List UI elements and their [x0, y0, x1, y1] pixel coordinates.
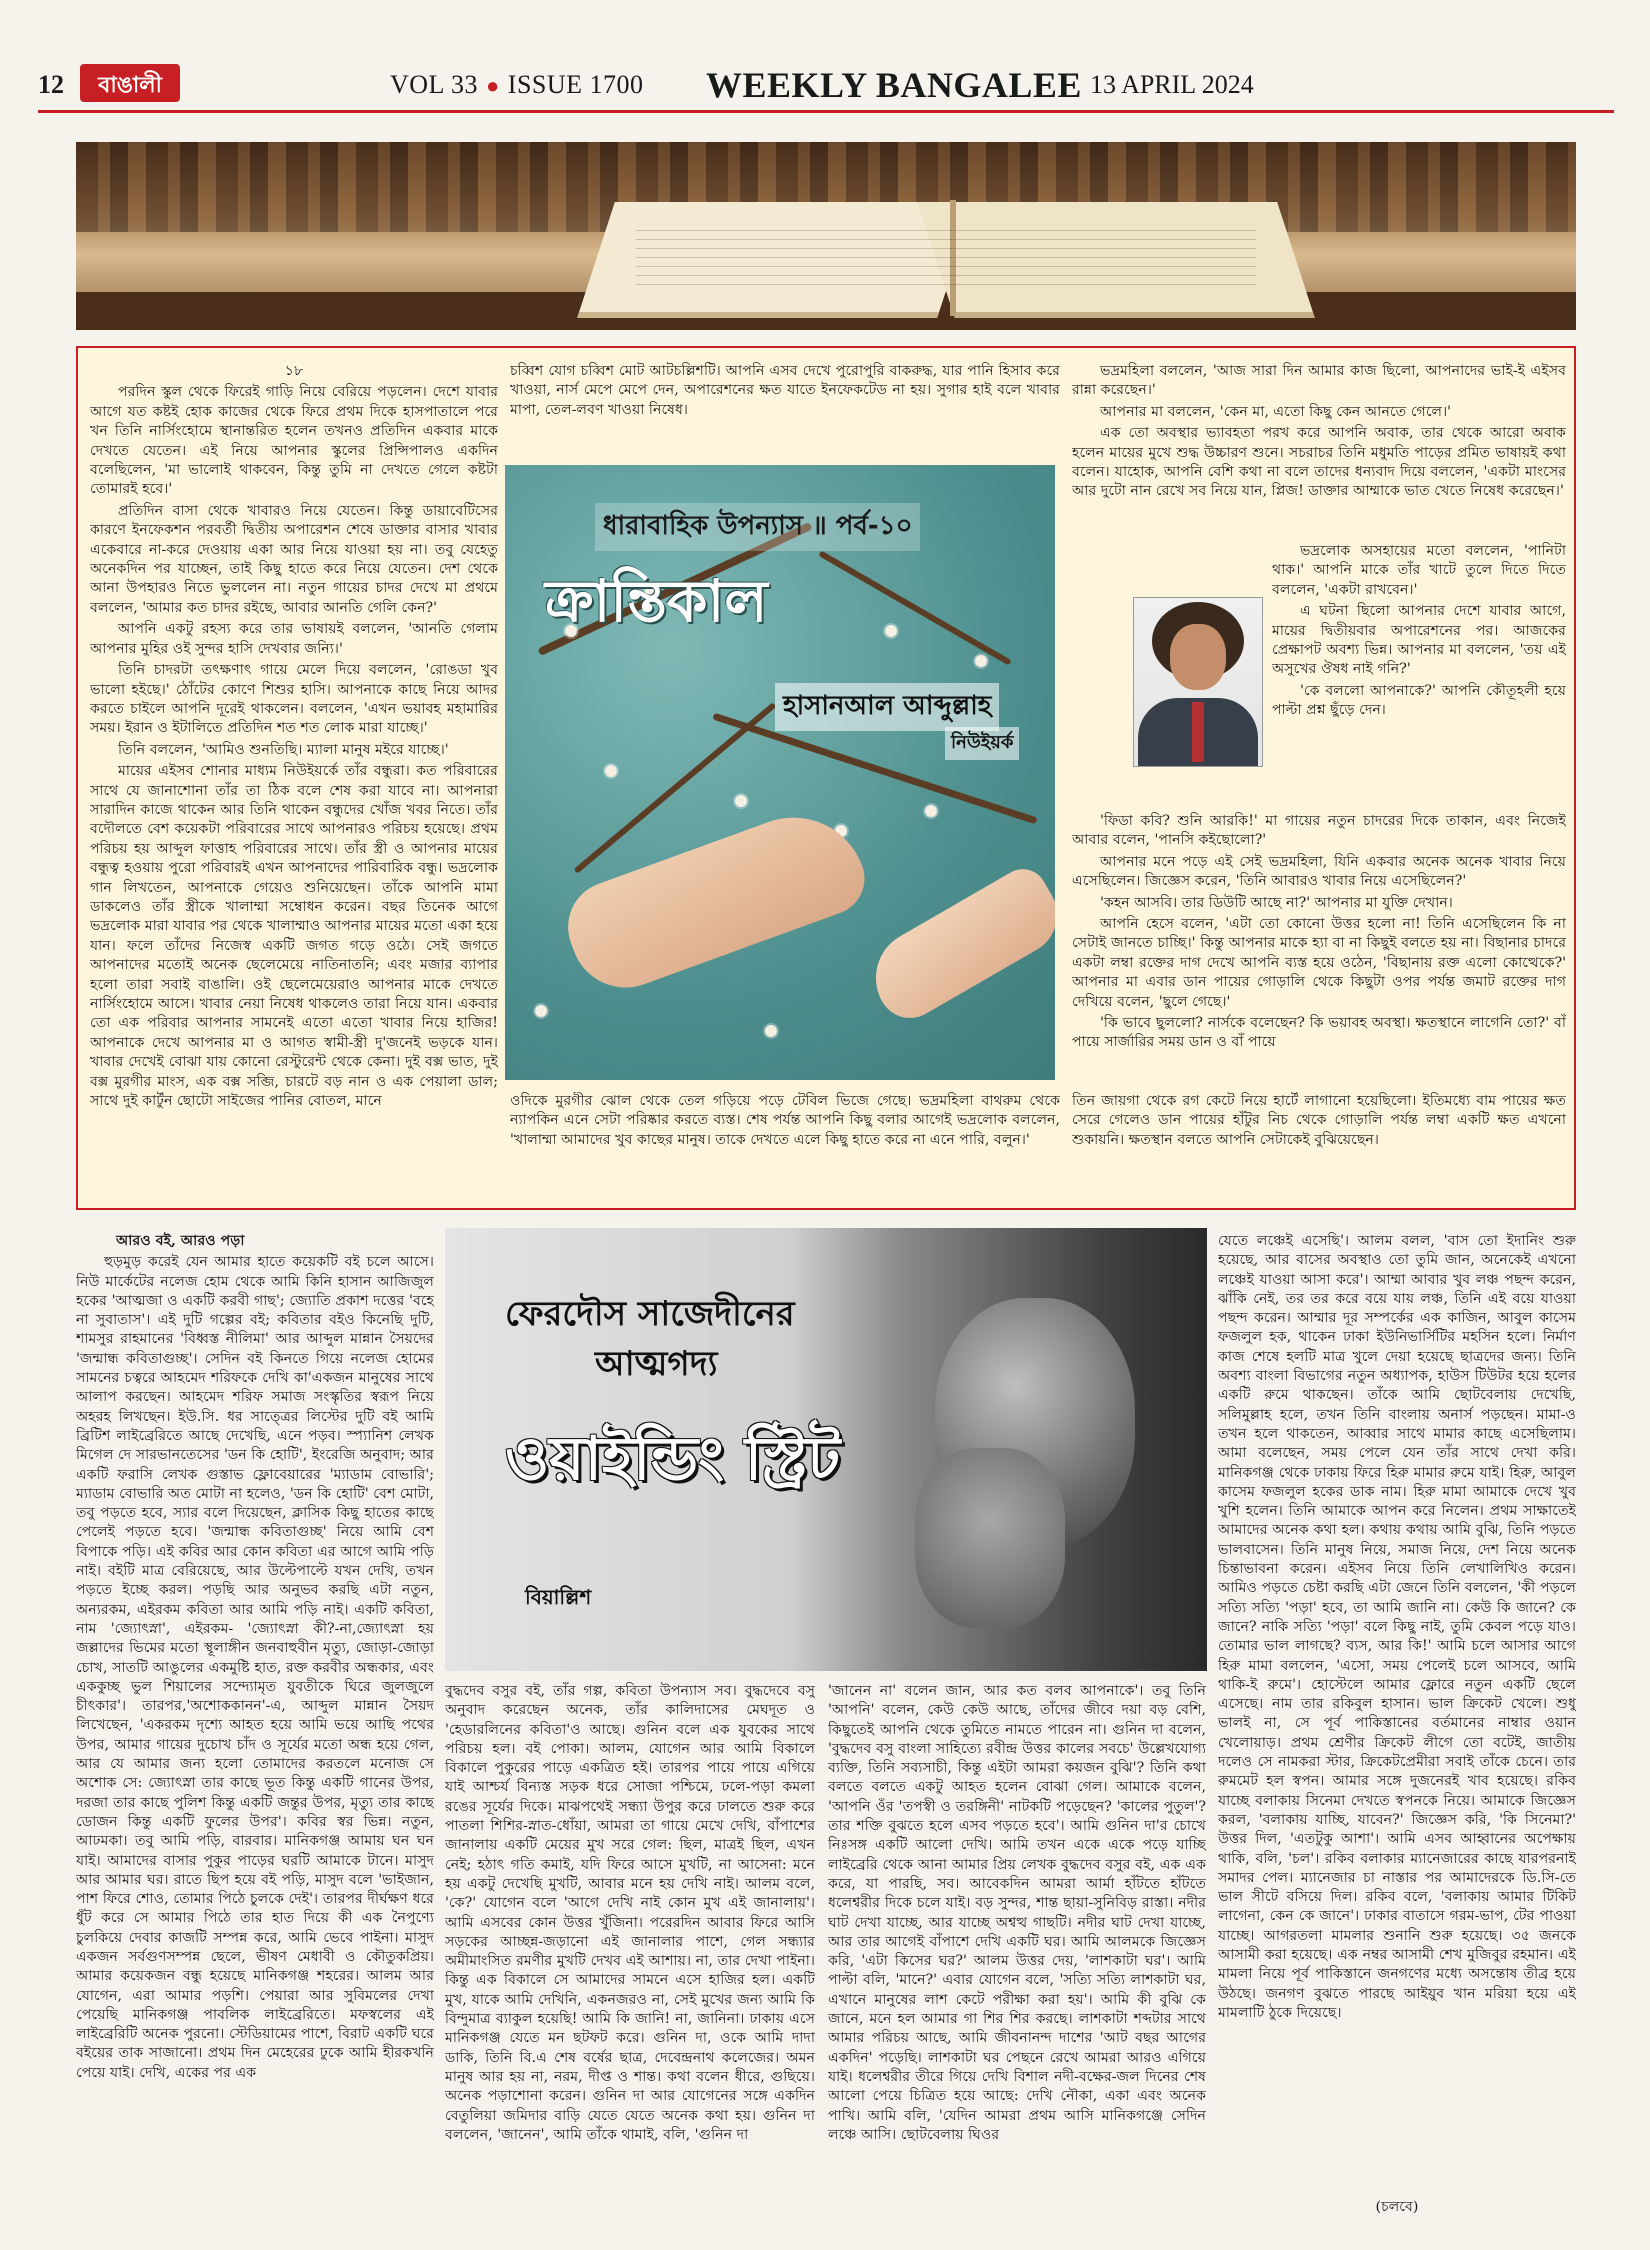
novel-c3-p1: আপনার মা বললেন, 'কেন মা, এতো কিছু কেন আনতে গেলে।': [1100, 403, 1452, 420]
blossom: [535, 1005, 547, 1017]
novel-author: হাসানআল আব্দুল্লাহ: [775, 683, 999, 731]
memoir-title: ওয়াইন্ডিং স্ট্রিট: [505, 1424, 841, 1494]
novel-column-2-top: [510, 362, 1060, 462]
novel-c3-p10: 'কি ভাবে ছুললো? নার্সকে বলেছেন? কি ভয়াবহ অবস্থা। ক্ষতস্থানে লাগেনি তো?' বাঁ পায়ে সার্জারির সময় ডান ও বাঁ পায়ে: [1072, 1015, 1566, 1051]
novel-column-3-middle: [1072, 812, 1566, 1092]
novel-column-3-bottom: [1072, 1092, 1566, 1202]
continued-note: [1218, 2198, 1576, 2220]
novel-c2-top: চব্বিশ যোগ চব্বিশ মোট আটচল্লিশটি। আপনি এসব দেখে পুরোপুরি বাকরুদ্ধ, যার পানি হিসাব করে খাওয়া, নার্স মেপে মেপে দেন, অপারেশনের ক্ষত যাতে ইনফেকটেড না হয়। সুগার হাই বলে খাবার মাপা, তেল-লবণ খাওয়া নিষেধ।: [510, 363, 1060, 418]
page-number: 12: [38, 70, 64, 99]
novel-column-3-top: [1072, 362, 1566, 542]
blossom: [975, 655, 987, 667]
novel-c1-p5: তিনি বললেন, 'আমিও শুনতিছি। ম্যালা মানুষ মইরে যাচ্ছে।': [118, 741, 449, 758]
memoir-c2-text: বুদ্ধদেব বসুর বই, তাঁর গল্প, কবিতা উপন্যাস সব। বুদ্ধদেবে বসু অনুবাদ করেছেন অনেক, তাঁর কালিদাসের মেঘদূত ও 'হেডারলিনের কবিতা'ও আছে। গুনিন বলে এক যুবকের সাথে পরিচয় হল। বই পোকা। আলম, যোগেন আর আমি বিকালে বিকালে পুকুরের পাড়ে একত্রিত হই। তারপর পায়ে পায়ে এগিয়ে যাই আশ্চর্য বিন্যস্ত সড়ক ধরে সোজা পশ্চিমে, ঢলে-পড়া কমলা রঙের সূর্যের দিকে। মাঝপথেই সন্ধ্যা উপুর করে ঢালতে শুরু করে পাতলা শিশির-স্নাত-ধোঁয়া, আমরা তা গায়ে মেখে দেখি, বাঁপাশের জানালায় একটি মেয়ের মুখ সরে গেল: ছিল, মাত্রই ছিল, এখন নেই; হঠাৎ গতি কমাই, যদি ফিরে আসে মুখটি, না আসেনা: মনে হয় একটু দেখেছি মুখটি, আবার মনে হয় দেখি নাই। আলম বলে, 'কে?' যোগেন বলে 'আগে দেখি নাই কোন মুখ এই জানালায়'। আমি এসবের কোন উত্তর খুঁজিনা। পরেরদিন আবার ফিরে আসি সড়কের আচ্ছন্ন-জড়ানো এই জানালার পাশে, গেল সন্ধ্যার অমীমাংসিত রমণীর মুখটি দেখব এই আশায়। না, তার দেখা পাইনা। কিন্তু এক বিকালে সে আমাদের সামনে এসে হাজির হল। একটি মুখ, যাকে আমি দেখিনি, একনজরও না, সেই মুখের জন্য আমি কি বিন্দুমাত্র ব্যাকুল হয়েছি! আমি কি জানি! না, জানিনা। ঢাকায় এসে মানিকগঞ্জ যেতে মন ছটফট করে। গুনিন দা, ওকে আমি দাদা ডাকি, তিনি বি.এ শেষ বর্ষের ছাত্র, দেবেন্দ্রনাথ কলেজের। অমন মানুষ আর হয় না, নরম, দীপ্ত ও শান্ত। কথা বলেন ধীরে, গুছিয়ে। অনেক পড়াশোনা করেন। গুনিন দা আর যোগেনের সঙ্গে একদিন বেতুলিয়া জমিদার বাড়ি যেতে যেতে অনেক কথা হয়। গুনিন দা বললেন, 'জানেন', আমি তাঁকে থামাই, বলি, 'গুনিন দা: [445, 1683, 815, 2143]
novel-c3-p7: আপনার মনে পড়ে এই সেই ভদ্রমহিলা, যিনি একবার অনেক অনেক খাবার নিয়ে এসেছিলেন। জিজ্ঞেস করেন, 'তিনি আবারও খাবার নিয়ে এসেছিলেন?': [1072, 853, 1566, 890]
novel-series-label: ধারাবাহিক উপন্যাস ॥ পর্ব-১০: [595, 503, 920, 551]
bullet-icon: ●: [485, 73, 500, 98]
novel-c3-p6: 'ফিডা কবি? শুনি আরকি!' মা গায়ের নতুন চাদরের দিকে তাকান, এবং নিজেই আবার বলেন, 'পানসি কইছোলো?': [1072, 813, 1566, 849]
memoir-subhead: আরও বই, আরও পড়া: [116, 1233, 245, 1249]
memoir-part: বিয়াল্লিশ: [525, 1585, 592, 1609]
memoir-column-3: [828, 1682, 1206, 2220]
continued-label: (চলবে): [1375, 2199, 1419, 2215]
memoir-c3-text: 'জানেন না' বলেন জান, আর কত বলব আপনাকে'। তবু তিনি 'আপনি' বলেন, কেউ কেউ আছে, তাঁদের জীবে দয়া বড় বেশি, কিছুতেই আপনি থেকে তুমিতে নামতে পারেন না। গুনিন দা বলেন, 'বুদ্ধদেব বসু বাংলা সাহিত্যে রবীন্দ্র উত্তর কালের সবচে' উল্লেখযোগ্য ব্যক্তি, তিনি সব্যসাচী, কিন্তু এইটা আমরা কয়জন বুঝি'? তিনি কথা বলতে বলতে একটু আহত হলেন বোঝা গেল। আমাকে বলেন, 'আপনি ওঁর 'তপস্বী ও তরঙ্গিনী' নাটকটি পড়েছেন? 'কালের পুতুল'? তার শক্তি বুঝতে হলে এসব পড়তে হবে'। আমি গুনিন দা'র চোখে নিঃসঙ্গ একটি আলো দেখি। আমি তখন একে একে পড়ে যাচ্ছি লাইব্রেরি থেকে আনা আমার প্রিয় লেখক বুদ্ধদেব বসুর বই, এক এক করে, যা পারছি, সব। আবেকদিন আমরা আর্মা হাঁটতে হাঁটতে ধলেশ্বরীর দিকে চলে যাই। বড় সুন্দর, শান্ত ছায়া-সুনিবিড় রাস্তা। নদীর ঘাট দেখা যাচ্ছে, আর যাচ্ছে অশ্বত্থ গাছটি। নদীর ঘাট দেখা যাচ্ছে, আর তার আগেই বাঁপাশে দেখি একটি ঘর। আমি আলমকে জিজ্ঞেস করি, 'এটা কিসের ঘর?' আলম উত্তর দেয়, 'লাশকাটা ঘর'। আমি পাল্টা বলি, 'মানে?' এবার যোগেন বলে, 'সত্যি সত্যি লাশকাটা ঘর, এখানে মানুষের লাশ কেটে পরীক্ষা করা হয়'। আমি কী বুঝি কে জানে, মনে হল আমার গা শির শির করছে। লাশকাটা শব্দটার সাথে আমার পরিচয় আছে, আমি জীবনানন্দ দাশের 'আট বছর আগের একদিন' পড়েছি। লাশকাটা ঘর পেছনে রেখে আমরা আরও এগিয়ে যাই। ধলেশ্বরীর তীরে গিয়ে দেখি বিশাল নদী-বক্ষের-জল দিনের শেষ আলো পেয়ে চিত্রিত হয়ে আছে: দেখি নৌকা, একা এবং অনেক পাখি। আমি বলি, 'যেদিন আমরা প্রথম আসি মানিকগঞ্জে সেদিন লঞ্চে আসি। ছোটবেলায় ঘিওর: [828, 1683, 1206, 2143]
book-text-lines: [636, 222, 1256, 292]
memoir-column-1: [76, 1232, 434, 2220]
blossom: [925, 805, 937, 817]
memoir-column-4: [1218, 1232, 1576, 2200]
memoir-feature-image: [445, 1228, 1207, 1671]
novel-cover-illustration: [505, 465, 1055, 1080]
newspaper-logo: [80, 58, 180, 106]
blossom: [605, 765, 617, 777]
memoir-c1-text: হুড়মুড় করেই যেন আমার হাতে কয়েকটি বই চলে আসে। নিউ মার্কেটের নলেজ হোম থেকে আমি কিনি হাসান আজিজুল হকের 'আত্মজা ও একটি করবী গাছ'; জ্যোতি প্রকাশ দত্তের 'বহে না সুবাতাস'। এই দুটি গল্পের বই; কবিতার বইও কিনেছি দুটি, শামসুর রাহমানের 'বিধ্বস্ত নীলিমা' আর আব্দুল মান্নান সৈয়দের 'জন্মান্ধ কবিতাগুচ্ছ'। সেদিন বই কিনতে গিয়ে নলেজ হোমের সামনের চত্বরে আহমেদ শরিফকে দেখি কা'একজন মানুষের সাথে আলাপ করছেন। আহমেদ শরিফ সমাজ সংস্কৃতির স্বরূপ নিয়ে অহরহ লিখছেন। ইউ.সি. ধর সাত্ত্রের লিস্টের দুটি বই আমি ব্রিটিশ লাইব্রেরিতে আছে দেখেছি, এনে পড়ব। স্প্যানিশ লেখক মিগেল দে সারভানতেসের 'ডন কি হোটি', ইংরেজি অনুবাদ; আর একটি ফরাসি লেখক গুস্তাভ ফ্লোবেয়ারের 'ম্যাডাম বোভারি'; ম্যাডাম বোভারি অত মোটা না হলেও, 'ডন কি হোটি' বেশ মোটা, তবু পড়তে হবে, স্যার বলে দিয়েছেন, ক্লাসিক কিছু হাতের কাছে পেলেই পড়তে হবে। 'জন্মান্ধ কবিতাগুচ্ছ' নিয়ে আমি বেশ বিপাকে পড়ি। এই কবির আর কোন কবিতা এর আগে আমি পড়ি নাই। বইটি মাত্র বেরিয়েছে, আর উল্টেপাল্টে যখন দেখি, তখন পড়তে ইচ্ছে করল। পড়ছি আর অনুভব করছি এটা নতুন, অন্যরকম, এইরকম কবিতা আর আমি পড়ি নাই। একটি কবিতা, নাম 'জ্যোৎস্না', এইরকম- 'জ্যোৎস্না কী?-না,জ্যোৎস্না হয় জল্লাদের ভিমের মতো স্থূলাঙ্গীন জনবাহুবীন মৃত্যু, জোড়া-জোড়া চোখ, সাতটি আঙুলের একমুষ্টি হাত, রক্ত করবীর অন্ধকার, এবং এককুচ্ছ ভুল শিয়ালের সন্দ্যোমৃত যুবতীকে ঘিরে জুলজুলে চীৎকার'। তারপর,'অশোককানন'-এ, আব্দুল মান্নান সৈয়দ লিখেছেন, 'একরকম দৃশ্যে আহত হয়ে আমি ভয়ে আছি পথের উপর, আমার গায়ের দুচোখ চাঁদ ও সূর্যের মতো অন্ধ হয়ে গেল, আর যে আমার জন্য হলো তোমাদের করতলে মনোজ সে অশোক সে: জ্যোৎস্না তার কাছে ভূত কিন্তু একটি গানের উপর, দরজা তার কাছে পুলিশ কিন্তু একটি জন্তুর উপর, মৃত্যু তার কাছে ডোজন কিন্তু একটি ফুলের উপর'। কবির স্বর ভিন্ন। নতুন, আঢমকা। তবু আমি পড়ি, বারবার। মানিকগঞ্জ আমায় ঘন ঘন যাই। আমাদের বাসার পুকুর পাড়ের ঘরটি আমাকে টানে। মাসুদ আর আমার ঘর। রাতে ছিপ হয়ে বই পড়ি, মাসুদ বলে 'ভাইজান, পাশ ফিরে শোও, তোমার পিঠে চুলকে দেই'। তারপর দীর্ঘক্ষণ ধরে ধুঁট করে সে আমার পিঠে তার হাত দিয়ে কী এক নৈপুণ্যে চুলকিয়ে দেবার কাজটি সম্পন্ন করে, আমি ভেবে পাইনা। মাসুদ একজন সর্বগুণসম্পন্ন ছেলে, ভীষণ মেধাবী ও কৌতুকপ্রিয়। আমার কয়েকজন বন্ধু হয়েছে মানিকগঞ্জ শহরের। আলম আর যোগেন, এরা আমার পড়শি। পেয়ারা আর সুবিমলের দেখা পেয়েছি মানিকগঞ্জ পাবলিক লাইব্রেরিতে। মফস্বলের এই লাইব্রেরিটি অনেক পুরনো। স্টেডিয়ামের পাশে, বিরাট একটি ঘরে বইয়ের তাক সাজানো। প্রথম দিন মেহেরের ঢুকে আমি হীরকখনি পেয়ে যাই। দেখি, একের পর এক: [76, 1254, 434, 2081]
memoir-genre-line: আত্মগদ্য: [595, 1344, 718, 1384]
memoir-column-2: [445, 1682, 815, 2220]
novel-c1-p4: তিনি চাদরটা তৎক্ষণাৎ গায়ে মেলে দিয়ে বললেন, 'রোঙডা খুব ভালো হইছে।' ঠোঁটের কোণে শিশুর হাসি। আপনাকে কাছে নিয়ে আদর করতে চাইলে আপনি দূরেই থাকলেন। বললেন, 'এখন ভয়াবহ মহামারির সময়। ইরান ও ইটালিতে প্রতিদিন শত শত লোক মারা যাচ্ছে।': [90, 662, 498, 737]
logo-text: বাঙালী: [98, 73, 162, 98]
novel-column-1: [90, 362, 498, 1198]
novel-c1-p0: ১৮: [284, 363, 304, 379]
author-photo: [1133, 597, 1263, 767]
page-header: [0, 0, 1650, 132]
novel-c1-p6: মায়ের এইসব শোনার মাধ্যম নিউইয়র্কে তাঁর বন্ধুরা। কত পরিবারের সাথে যে জানাশোনা তাঁর তা ঠিক বলে শেষ করা যাবে না। আপনারা সারাদিন কাজে থাকেন আর তিনি থাকেন বন্ধুদের খোঁজ খবর নিতে। তাঁর বদৌলতে বেশ কয়েকটা পরিবারের সাথে আপনারও পরিচয় হয়েছে। প্রথম পরিচয় হয় আব্দুল ফাত্তাহ পরিবারের সাথে। তাঁর স্ত্রী ও আপনার মায়ের বন্ধুত্ব হওয়ায় পুরো পরিবারই এখন আপনাদের পারিবারিক বন্ধু। ভদ্রলোক গান লিখতেন, আপনাকে গেয়েও শুনিয়েছেন। তাঁকে আপনি মামা ডাকলেও তাঁর স্ত্রীকে খালাম্মা সম্বোধন করেন। বছর তিনেক আগে ভদ্রলোক মারা যাবার পর থেকে খালাম্মাও আপনার মায়ের মতো একা হয়ে যান। ফলে তাঁদের নিজেস্ব একটি জগত গড়ে ওঠে। সেই জগতে আপনাদের মতোই অনেক ছেলেমেয়ে নাতিনাতনি; এবং মজার ব্যাপার হলো তারা সবাই বাঙালি। ওই ছেলেমেয়েরাও আপনার মাকে দেখতে নার্সিংহোমে আসে। খাবার নেয়া নিষেধ থাকলেও তারা নিয়ে যান। একবার তো এক পরিবার আপনার সামনেই এতো এতো খাবার নিয়ে হাজির! আপনাকে দেখে আপনার মা ও আগত স্বামী-স্ত্রী দু'জনেই ভড়কে যান। খাবার দেখেই বোঝা যায় কোনো রেস্টুরেন্ট থেকে কেনা। দুই বক্স ভাত, দুই বক্স মুরগীর মাংস, এক বক্স সব্জি, চারটে বড় নান ও এক পেয়ালা ডাল; সাথে দুই কার্টুন ছোটো সাইজের পানির বোতল, মানে: [90, 763, 498, 1110]
novel-c1-p2: প্রতিদিন বাসা থেকে খাবারও নিয়ে যেতেন। কিন্তু ডায়াবেটিসের কারণে ইনফেকশন পরবর্তী দ্বিতীয় অপারেশন শেষে ডাক্তার বাসার খাবার একেবারে না-করে দেওয়ায় একা আর নিয়ে যাওয়া হয় না। তবু যেহেতু অনেকদিন পর যাচ্ছেন, তাই কিছু হাতে করে নিয়ে যেতেন। দেশ থেকে আনা উপহারও নিতে ভুললেন না। নতুন গায়ের চাদর দেখে মা প্রথমে বললেন, 'আমার কত চাদর রইছে, আবার আনতি গেলি কেন?': [90, 502, 498, 616]
volume-issue: [390, 70, 644, 100]
novel-c3-p2: এক তো অবস্থার ভ্যাবহতা পরখ করে আপনি অবাক, তার থেকে আরো অবাক হলেন মায়ের মুখে শুদ্ধ উচ্চারণ শুনে। সচরাচর তিনি মধুমতি পাড়ের প্রমিত ভাষায়ই কথা বলেন। যাহোক, আপনি বেশি কথা না বলে তাদের ধন্যবাদ দিয়ে বললেন, 'একটা মাংসের আর দুটো নান রেখে সব নিয়ে যান, প্লিজ! ডাক্তার আম্মাকে ভাত খেতে নিষেধ করেছেন।': [1072, 425, 1566, 500]
novel-c3-p5: 'কে বললো আপনাকে?' আপনি কৌতূহলী হয়ে পাল্টা প্রশ্ন ছুঁড়ে দেন।: [1272, 682, 1566, 719]
issue-date: 13 APRIL 2024: [1090, 70, 1254, 99]
portrait-hand: [915, 1448, 1065, 1628]
novel-c3-p0: ভদ্রমহিলা বললেন, 'আজ সারা দিন আমার কাজ ছিলো, আপনাদের ভাই-ই এইসব রান্না করেছেন।': [1072, 363, 1566, 399]
blossom: [885, 625, 897, 637]
blossom: [765, 1025, 777, 1037]
memoir-author-line: ফেরদৌস সাজেদীনের: [505, 1294, 795, 1334]
publication-title: WEEKLY BANGALEE: [706, 65, 1082, 105]
blossom: [735, 795, 747, 807]
novel-c3-p3: ভদ্রলোক অসহায়ের মতো বললেন, 'পানিটা থাক।' আপনি মাকে তাঁর খাটে তুলে দিতে দিতে বললেন, 'একটা রাখবেন।': [1272, 543, 1566, 598]
novel-title: ক্রান্তিকাল: [545, 567, 768, 635]
section-banner: [76, 142, 1576, 330]
novel-c3-bottom: তিন জায়গা থেকে রগ কেটে নিয়ে হার্টে লাগানো হয়েছিলো। ইতিমধ্যে বাম পায়ের ক্ষত সেরে গেলেও ডান পায়ের হাঁটুর নিচ থেকে গোড়ালি পর্যন্ত লম্বা একটি ক্ষত এখনো শুকায়নি। ক্ষতস্থান বলতে আপনি সেটাকেই বুঝিয়েছেন।: [1072, 1093, 1566, 1148]
novel-c2-bottom: ওদিকে মুরগীর ঝোল থেকে তেল গড়িয়ে পড়ে টেবিল ভিজে গেছে। ভদ্রমহিলা বাথরুম থেকে ন্যাপকিন এনে সেটা পরিষ্কার করতে ব্যস্ত। শেষ পর্যন্ত আপনি কিছু বলার আগেই ভদ্রলোক বললেন, 'খালাম্মা আমাদের খুব কাছের মানুষ। তাকে দেখতে এলে কিছু হাতে করে না এনে পারি, বলুন।': [510, 1093, 1060, 1148]
volume: VOL 33: [390, 70, 478, 99]
header-rule: [38, 110, 1614, 113]
novel-c1-p1: পরদিন স্কুল থেকে ফিরেই গাড়ি নিয়ে বেরিয়ে পড়লেন। দেশে যাবার আগে যত কষ্টই হোক কাজের থেকে ফিরে প্রথম দিকে হাসপাতালে পরে খন তিনি নার্সিংহোমে স্থানান্তরিত হলেন তখনও প্রতিদিন একবার মাকে দেখতে যেতেন। এই নিয়ে আপনার স্কুলের প্রিন্সিপালও একদিন বলেছিলেন, 'মা ভালোই থাকবেন, কিন্তু তুমি না দেখতে গেলে কষ্টটা তোমারই হবে।': [90, 384, 498, 498]
issue: ISSUE 1700: [507, 70, 644, 99]
novel-c3-p4: এ ঘটনা ছিলো আপনার দেশে যাবার আগে, মায়ের দ্বিতীয়বার অপারেশনের পর। আজকের প্রেক্ষাপট অবশ্য ভিন্ন। আপনার মা বললেন, 'তয় এই অসুখের ঔষধ নাই গনি?': [1272, 603, 1566, 678]
novel-column-3-beside-photo: [1272, 542, 1566, 812]
novel-c3-p9: আপনি হেসে বলেন, 'এটা তো কোনো উত্তর হলো না! তিনি এসেছিলেন কি না সেটাই জানতে চাচ্ছি।' কিন্তু আপনার মাকে হ্যা বা না কিছুই বলতে হয় না। বিছানার চাদরে একটা লম্বা রক্তের দাগ দেখে আপনি ব্যস্ত হয়ে ওঠেন, 'বিছানায় রক্ত এলো কোত্থেকে?' আপনার মা এবার ডান পায়ের গোড়ালি থেকে কিছুটা ওপর পর্যন্ত জমাট রক্তের দাগ দেখিয়ে বলেন, 'ছুলে গেছে।': [1072, 916, 1566, 1010]
novel-column-2-bottom: [510, 1092, 1060, 1202]
novel-c3-p8: 'কহন আসবি। তার ডিউটি আছে না?' আপনার মা যুক্তি দেখান।: [1100, 894, 1453, 911]
author-location: নিউইয়র্ক: [945, 727, 1019, 760]
memoir-c4-text: যেতে লঞ্চেই এসেছি'। আলম বলল, 'বাস তো ইদানিং শুরু হয়েছে, আর বাসের অবস্থাও তো তুমি জান, অনেকেই এখনো লঞ্চেই যাওয়া আসা করে'। আম্মা আবার খুব লঞ্চ পছন্দ করেন, ঝাঁকি নেই, তর তর করে বয়ে যায় লঞ্চ, তিনি এই বয়ে যাওয়া পছন্দ করেন। আম্মার দূর সম্পর্কের এক কাজিন, আবুল কাসেম ফজলুল হক, থাকেন ঢাকা ইউনিভার্সিটির মহসিন হলে। নির্মাণ কাজ শেষে হলটি মাত্র খুলে দেয়া হয়েছে ছাত্রদের জন্য। তিনি অবশ্য বাংলা বিভাগের নতুন অধ্যাপক, হাউস টিউটর হয়ে হলের একটি রুমে থাকছেন। তাঁকে আমি ছোটবেলায় দেখেছি, সলিমুল্লাহ হলে, তখন তিনি বাংলায় অনার্স পড়ছেন। মামা-ও তখন হলে থাকতেন, আব্বার সাথে মামার কাছে এসেছিলাম। আমা বলেছেন, সময় পেলে যেন তাঁর সাথে দেখা করি। মানিকগঞ্জ থেকে ঢাকায় ফিরে হিরু মামার রুমে যাই। হিরু, আবুল কাসেম ফজলুল হকের ডাক নাম। হিরু মামা আমাকে দেখে খুব খুশি হলেন। তিনি আমাকে আপন করে নিলেন। প্রথম সাক্ষাতেই আমাদের অনেক কথা হল। কথায় কথায় আমি বুঝি, তিনি পড়তে ভালবাসেন। তিনি মানুষ নিয়ে, সমাজ নিয়ে, দেশ নিয়ে অনেক চিন্তাভাবনা করেন। এইসব নিয়ে তিনি লেখালিখিও করেন। আমিও পড়তে চেষ্টা করছি এটা জেনে তিনি বললেন, 'কী পড়লে সত্যি সত্যি 'পড়া' হবে, তা আমি জানি না। কেউ কি জানে? কে জানে? নাকি সত্যি 'পড়া' বলে কিছু নাই, তুমি কেবল পড়ে যাও। তোমার ভাল লাগছে? ব্যস, আর কি!' আমি চলে আসার আগে হিরু মামা বললেন, 'এসো, সময় পেলেই চলে আসবে, আমি থাকি-ই রুমে'। হোস্টেলে আমার ফ্লোরে নতুন একটি ছেলে এসেছে। নাম তার রকিবুল হাসান। ভাল ক্রিকেট খেলে। শুধু ভালই না, সে পূর্ব পাকিস্তানের বর্তমানের নাম্বার ওয়ান খেলোয়াড়। প্রথম শ্রেণীর ক্রিকেট লীগে তো বটেই, জাতীয় দলেও সে নামকরা স্টার, ক্রিকেটপ্রেমীরা সবাই তাঁকে চেনে। তার রুমমেট হল স্বপন। আমার সঙ্গে দুজনেরই খাব হয়েছে। রকিব যাচ্ছে বলাকায় সিনেমা দেখতে স্বপনকে নিয়ে। আমাকে জিজ্ঞেস করল, 'বলাকায় যাচ্ছি, যাবেন?' জিজ্ঞেস করি, 'কি সিনেমা?' উত্তর দিল, 'এতটুকু আশা'। আমি এসব আহ্বানের অপেক্ষায় থাকি, বলি, 'চল'। রকিব বলাকার ম্যানেজারের কাছে যারপরনাই সমাদর পেল। ম্যানেজার চা নাস্তার পর আমাদেরকে ডি.সি-তে ভাল সীটে বসিয়ে দিল। রকিব বলে, 'বলাকায় আমার টিকিট লাগেনা, কেন কে জানে'। ঢাকার বাতাসে গরম-ভাপ, টের পাওয়া যাচ্ছে। আগরতলা মামলার শুনানি শুরু হয়েছে। ৩৫ জনকে আসামী করা হয়েছে। এক নম্বর আসামী শেখ মুজিবুর রহমান। এই মামলা নিয়ে পূর্ব পাকিস্তানে জনগণের মধ্যে অসন্তোষ তীব্র হয়ে উঠছে। জনগণ বুঝতে পারছে আইয়ুব খান মরিয়া হয়ে এই মামলাটি ঠুকে দিয়েছে।: [1218, 1233, 1576, 2021]
novel-c1-p3: আপনি একটু রহস্য করে তার ভাষায়ই বললেন, 'আনতি গেলাম আপনার মুহির ওই সুন্দর হাসি দেখবার জন্যি।': [90, 621, 498, 657]
